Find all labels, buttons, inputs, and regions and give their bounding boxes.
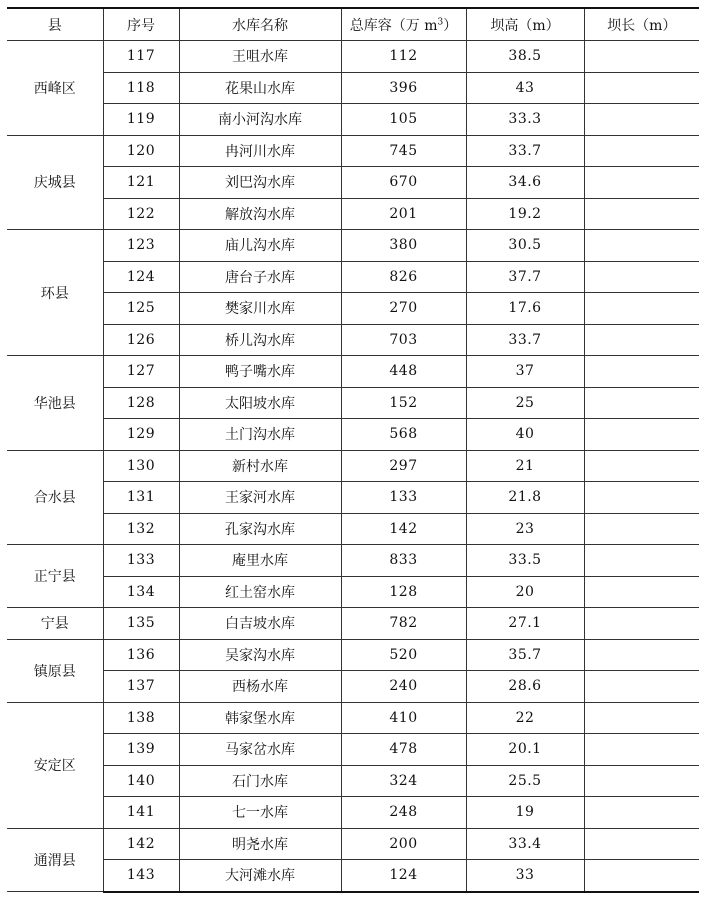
capacity-cell: 112	[341, 41, 466, 73]
dam-length-cell	[584, 261, 699, 293]
table-row	[7, 104, 699, 136]
reservoir-name-cell: 太阳坡水库	[179, 387, 341, 419]
county-cell: 庆城县	[7, 135, 103, 230]
dam-height-cell: 37	[466, 356, 584, 388]
dam-length-cell	[584, 450, 699, 482]
dam-length-cell	[584, 702, 699, 734]
capacity-cell: 826	[341, 261, 466, 293]
header-seq: 序号	[103, 8, 179, 41]
reservoir-name-cell: 解放沟水库	[179, 198, 341, 230]
capacity-cell: 240	[341, 671, 466, 703]
reservoir-name-cell: 孔家沟水库	[179, 513, 341, 545]
seq-cell: 126	[103, 324, 179, 356]
county-cell: 合水县	[7, 450, 103, 545]
capacity-cell: 201	[341, 198, 466, 230]
seq-cell: 140	[103, 765, 179, 797]
dam-height-cell: 23	[466, 513, 584, 545]
dam-height-cell: 17.6	[466, 293, 584, 325]
dam-length-cell	[584, 608, 699, 640]
reservoir-name-cell: 七一水库	[179, 797, 341, 829]
reservoir-name-cell: 花果山水库	[179, 72, 341, 104]
dam-height-cell: 33.4	[466, 828, 584, 860]
header-capacity	[341, 8, 466, 41]
dam-length-cell	[584, 72, 699, 104]
dam-height-cell: 33.3	[466, 104, 584, 136]
seq-cell: 131	[103, 482, 179, 514]
capacity-cell: 142	[341, 513, 466, 545]
seq-cell: 118	[103, 72, 179, 104]
capacity-cell: 703	[341, 324, 466, 356]
dam-length-cell	[584, 356, 699, 388]
table-row	[7, 576, 699, 608]
capacity-cell: 670	[341, 167, 466, 199]
reservoir-name-cell: 桥儿沟水库	[179, 324, 341, 356]
dam-height-cell: 20	[466, 576, 584, 608]
capacity-cell: 782	[341, 608, 466, 640]
table-row	[7, 356, 699, 388]
seq-cell: 136	[103, 639, 179, 671]
table-row	[7, 797, 699, 829]
county-cell: 正宁县	[7, 545, 103, 608]
dam-height-cell: 19	[466, 797, 584, 829]
dam-length-cell	[584, 513, 699, 545]
county-cell: 安定区	[7, 702, 103, 828]
dam-length-cell	[584, 576, 699, 608]
reservoir-name-cell: 土门沟水库	[179, 419, 341, 451]
table-row	[7, 167, 699, 199]
reservoir-name-cell: 红土窑水库	[179, 576, 341, 608]
dam-length-cell	[584, 387, 699, 419]
seq-cell: 138	[103, 702, 179, 734]
table-row	[7, 419, 699, 451]
seq-cell: 122	[103, 198, 179, 230]
capacity-cell: 448	[341, 356, 466, 388]
dam-height-cell: 33.7	[466, 135, 584, 167]
capacity-cell: 124	[341, 860, 466, 892]
dam-height-cell: 34.6	[466, 167, 584, 199]
reservoir-name-cell: 白吉坡水库	[179, 608, 341, 640]
dam-height-cell: 25	[466, 387, 584, 419]
seq-cell: 127	[103, 356, 179, 388]
capacity-cell: 410	[341, 702, 466, 734]
dam-height-cell: 30.5	[466, 230, 584, 262]
dam-height-cell: 35.7	[466, 639, 584, 671]
reservoir-name-cell: 马家岔水库	[179, 734, 341, 766]
seq-cell: 120	[103, 135, 179, 167]
seq-cell: 123	[103, 230, 179, 262]
table-row	[7, 513, 699, 545]
table-row	[7, 482, 699, 514]
seq-cell: 141	[103, 797, 179, 829]
seq-cell: 130	[103, 450, 179, 482]
dam-length-cell	[584, 828, 699, 860]
capacity-cell: 380	[341, 230, 466, 262]
header-row	[7, 8, 699, 41]
reservoir-name-cell: 大河滩水库	[179, 860, 341, 892]
dam-length-cell	[584, 765, 699, 797]
county-cell: 环县	[7, 230, 103, 356]
capacity-cell: 270	[341, 293, 466, 325]
capacity-cell: 568	[341, 419, 466, 451]
dam-height-cell: 22	[466, 702, 584, 734]
county-cell: 宁县	[7, 608, 103, 640]
table-row	[7, 135, 699, 167]
table-row	[7, 734, 699, 766]
capacity-cell: 200	[341, 828, 466, 860]
dam-length-cell	[584, 41, 699, 73]
capacity-cell: 478	[341, 734, 466, 766]
dam-height-cell: 21.8	[466, 482, 584, 514]
dam-height-cell: 40	[466, 419, 584, 451]
capacity-cell: 152	[341, 387, 466, 419]
table-row	[7, 72, 699, 104]
capacity-cell: 133	[341, 482, 466, 514]
reservoir-name-cell: 石门水库	[179, 765, 341, 797]
dam-height-cell: 27.1	[466, 608, 584, 640]
dam-height-cell: 38.5	[466, 41, 584, 73]
seq-cell: 137	[103, 671, 179, 703]
table-row	[7, 41, 699, 73]
reservoir-name-cell: 明尧水库	[179, 828, 341, 860]
reservoir-name-cell: 鸭子嘴水库	[179, 356, 341, 388]
dam-length-cell	[584, 860, 699, 892]
seq-cell: 139	[103, 734, 179, 766]
seq-cell: 129	[103, 419, 179, 451]
dam-length-cell	[584, 419, 699, 451]
dam-height-cell: 20.1	[466, 734, 584, 766]
capacity-cell: 248	[341, 797, 466, 829]
seq-cell: 117	[103, 41, 179, 73]
dam-length-cell	[584, 734, 699, 766]
header-name: 水库名称	[179, 8, 341, 41]
seq-cell: 135	[103, 608, 179, 640]
dam-height-cell: 25.5	[466, 765, 584, 797]
table-row	[7, 671, 699, 703]
table-row	[7, 324, 699, 356]
capacity-cell: 833	[341, 545, 466, 577]
dam-height-cell: 33.7	[466, 324, 584, 356]
county-cell: 华池县	[7, 356, 103, 451]
table-body	[7, 41, 699, 892]
reservoir-name-cell: 吴家沟水库	[179, 639, 341, 671]
dam-height-cell: 33	[466, 860, 584, 892]
reservoir-name-cell: 南小河沟水库	[179, 104, 341, 136]
reservoir-name-cell: 唐台子水库	[179, 261, 341, 293]
table-row	[7, 545, 699, 577]
seq-cell: 119	[103, 104, 179, 136]
dam-height-cell: 37.7	[466, 261, 584, 293]
dam-length-cell	[584, 104, 699, 136]
dam-length-cell	[584, 671, 699, 703]
header-county: 县	[7, 8, 103, 41]
table-row	[7, 828, 699, 860]
capacity-cell: 324	[341, 765, 466, 797]
dam-length-cell	[584, 293, 699, 325]
header-capacity-sup: 3	[437, 16, 444, 27]
capacity-cell: 105	[341, 104, 466, 136]
dam-length-cell	[584, 324, 699, 356]
dam-length-cell	[584, 545, 699, 577]
reservoir-table	[7, 7, 699, 893]
table-row	[7, 450, 699, 482]
reservoir-name-cell: 西杨水库	[179, 671, 341, 703]
reservoir-name-cell: 冉河川水库	[179, 135, 341, 167]
table-row	[7, 702, 699, 734]
seq-cell: 143	[103, 860, 179, 892]
dam-length-cell	[584, 198, 699, 230]
county-cell: 镇原县	[7, 639, 103, 702]
seq-cell: 132	[103, 513, 179, 545]
seq-cell: 134	[103, 576, 179, 608]
dam-length-cell	[584, 230, 699, 262]
dam-length-cell	[584, 639, 699, 671]
table-row	[7, 387, 699, 419]
dam-height-cell: 21	[466, 450, 584, 482]
seq-cell: 128	[103, 387, 179, 419]
dam-length-cell	[584, 797, 699, 829]
header-dam-length: 坝长（m）	[584, 8, 699, 41]
table-row	[7, 860, 699, 892]
reservoir-name-cell: 王咀水库	[179, 41, 341, 73]
reservoir-name-cell: 庵里水库	[179, 545, 341, 577]
table-row	[7, 230, 699, 262]
header-capacity-suffix: ）	[443, 17, 458, 34]
reservoir-name-cell: 王家河水库	[179, 482, 341, 514]
capacity-cell: 128	[341, 576, 466, 608]
reservoir-name-cell: 韩家堡水库	[179, 702, 341, 734]
reservoir-name-cell: 庙儿沟水库	[179, 230, 341, 262]
county-cell: 西峰区	[7, 41, 103, 136]
dam-length-cell	[584, 482, 699, 514]
table-row	[7, 293, 699, 325]
county-cell: 通渭县	[7, 828, 103, 892]
header-capacity-prefix: 总库容（万 m	[349, 17, 438, 34]
capacity-cell: 297	[341, 450, 466, 482]
dam-height-cell: 19.2	[466, 198, 584, 230]
capacity-cell: 745	[341, 135, 466, 167]
dam-height-cell: 33.5	[466, 545, 584, 577]
capacity-cell: 520	[341, 639, 466, 671]
capacity-cell: 396	[341, 72, 466, 104]
dam-length-cell	[584, 167, 699, 199]
dam-height-cell: 28.6	[466, 671, 584, 703]
table-row	[7, 261, 699, 293]
dam-height-cell: 43	[466, 72, 584, 104]
seq-cell: 142	[103, 828, 179, 860]
table-header	[7, 8, 699, 41]
header-dam-height: 坝高（m）	[466, 8, 584, 41]
seq-cell: 121	[103, 167, 179, 199]
dam-length-cell	[584, 135, 699, 167]
reservoir-name-cell: 新村水库	[179, 450, 341, 482]
table-row	[7, 639, 699, 671]
reservoir-name-cell: 樊家川水库	[179, 293, 341, 325]
table-row	[7, 765, 699, 797]
seq-cell: 124	[103, 261, 179, 293]
table-row	[7, 198, 699, 230]
table-row	[7, 608, 699, 640]
reservoir-name-cell: 刘巴沟水库	[179, 167, 341, 199]
seq-cell: 133	[103, 545, 179, 577]
seq-cell: 125	[103, 293, 179, 325]
